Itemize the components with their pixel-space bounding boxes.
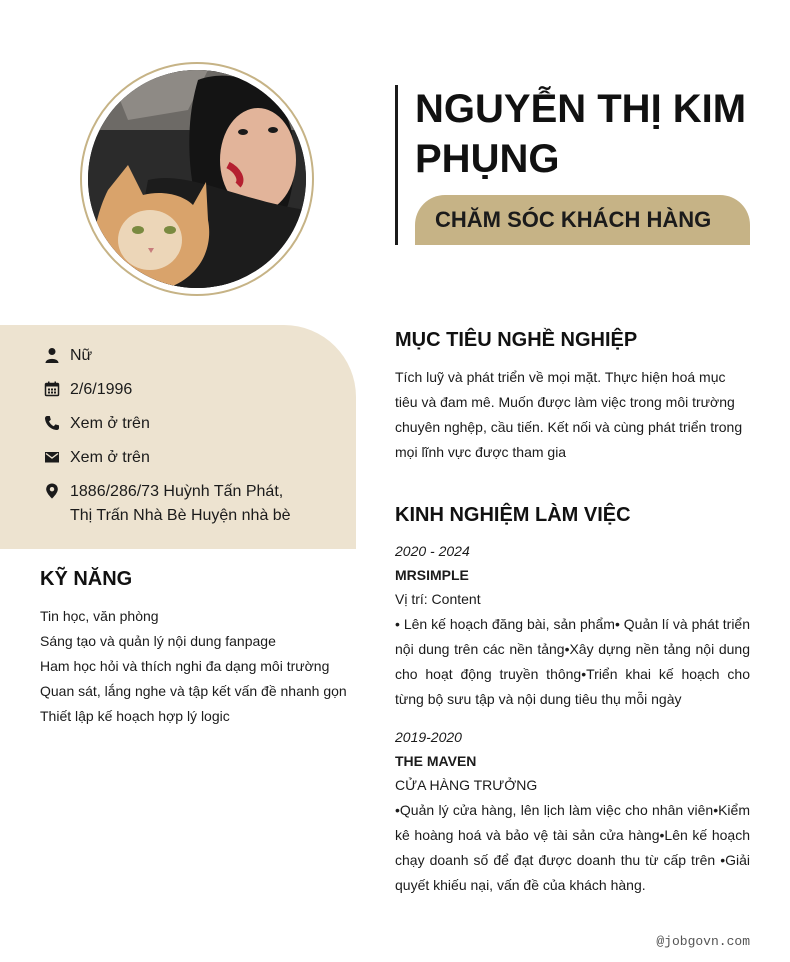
contact-address bbox=[44, 480, 291, 528]
phone-icon bbox=[44, 415, 60, 431]
contact-birthday bbox=[44, 378, 132, 402]
phone-value: Xem ở trên bbox=[70, 415, 150, 432]
calendar-icon bbox=[44, 381, 60, 397]
address-value bbox=[70, 480, 291, 528]
job-position: CỬA HÀNG TRƯỞNG bbox=[395, 777, 538, 793]
contact-phone bbox=[44, 412, 150, 436]
experience-heading: KINH NGHIỆM LÀM VIỆC bbox=[395, 504, 631, 526]
job-company: MRSIMPLE bbox=[395, 567, 469, 583]
avatar-photo bbox=[88, 70, 306, 288]
contact-gender bbox=[44, 344, 92, 368]
job-period: 2019-2020 bbox=[395, 729, 462, 745]
job-entry-1 bbox=[395, 539, 750, 712]
email-value: Xem ở trên bbox=[70, 449, 150, 466]
avatar bbox=[88, 70, 306, 288]
gender-value: Nữ bbox=[70, 347, 93, 364]
address-line-2: Thị Trấn Nhà Bè Huyện nhà bè bbox=[70, 507, 291, 524]
contact-email bbox=[44, 446, 150, 470]
skill-item: Thiết lập kế hoạch hợp lý logic bbox=[40, 708, 230, 724]
job-description: •Quản lý cửa hàng, lên lịch làm việc cho nhân viên•Kiểm kê hoàng hoá và bảo vệ tài sản cửa hàng•Lên kế hoạch chạy doanh số để đạt được doanh thu từ cấp trên •Giải quyết khiếu nại, vấn đề của khách hàng. bbox=[395, 802, 750, 893]
address-line-1: 1886/286/73 Huỳnh Tấn Phát, bbox=[70, 483, 284, 500]
objective-text: Tích luỹ và phát triển về mọi mặt. Thực hiện hoá mục tiêu và đam mê. Muốn được làm việc trong môi trường chuyên nghệp, cầu tiến. Kết nối và cùng phát triển trong mọi lĩnh vực được tham gia bbox=[395, 369, 743, 460]
name-divider bbox=[395, 85, 398, 245]
skills-list bbox=[40, 604, 347, 729]
location-pin-icon bbox=[44, 483, 60, 499]
candidate-name: NGUYỄN THỊ KIM PHỤNG bbox=[415, 87, 747, 181]
skill-item: Tin học, văn phòng bbox=[40, 608, 159, 624]
job-company: THE MAVEN bbox=[395, 753, 477, 769]
job-description: • Lên kế hoạch đăng bài, sản phẩm• Quản lí và phát triển nội dung trên các nền tảng•Xây dựng nền tảng nội dung cho hoạt động truyền thông•Triển khai kế hoạch cho từng bộ sưu tập và nội dung tiêu thụ mỗi ngày bbox=[395, 616, 750, 707]
person-icon bbox=[44, 347, 60, 363]
skill-item: Sáng tạo và quản lý nội dung fanpage bbox=[40, 633, 276, 649]
job-period: 2020 - 2024 bbox=[395, 543, 470, 559]
job-entry-2 bbox=[395, 725, 750, 898]
birthday-value: 2/6/1996 bbox=[70, 381, 133, 398]
skills-heading: KỸ NĂNG bbox=[40, 568, 133, 590]
skill-item: Ham học hỏi và thích nghi đa dạng môi trường bbox=[40, 658, 330, 674]
objective-heading: MỤC TIÊU NGHỀ NGHIỆP bbox=[395, 329, 638, 351]
job-title-badge: CHĂM SÓC KHÁCH HÀNG bbox=[415, 195, 750, 245]
mail-icon bbox=[44, 449, 60, 465]
site-watermark: @jobgovn.com bbox=[656, 934, 750, 949]
skill-item: Quan sát, lắng nghe và tập kết vấn đề nhanh gọn bbox=[40, 683, 347, 699]
job-position: Vị trí: Content bbox=[395, 591, 481, 607]
